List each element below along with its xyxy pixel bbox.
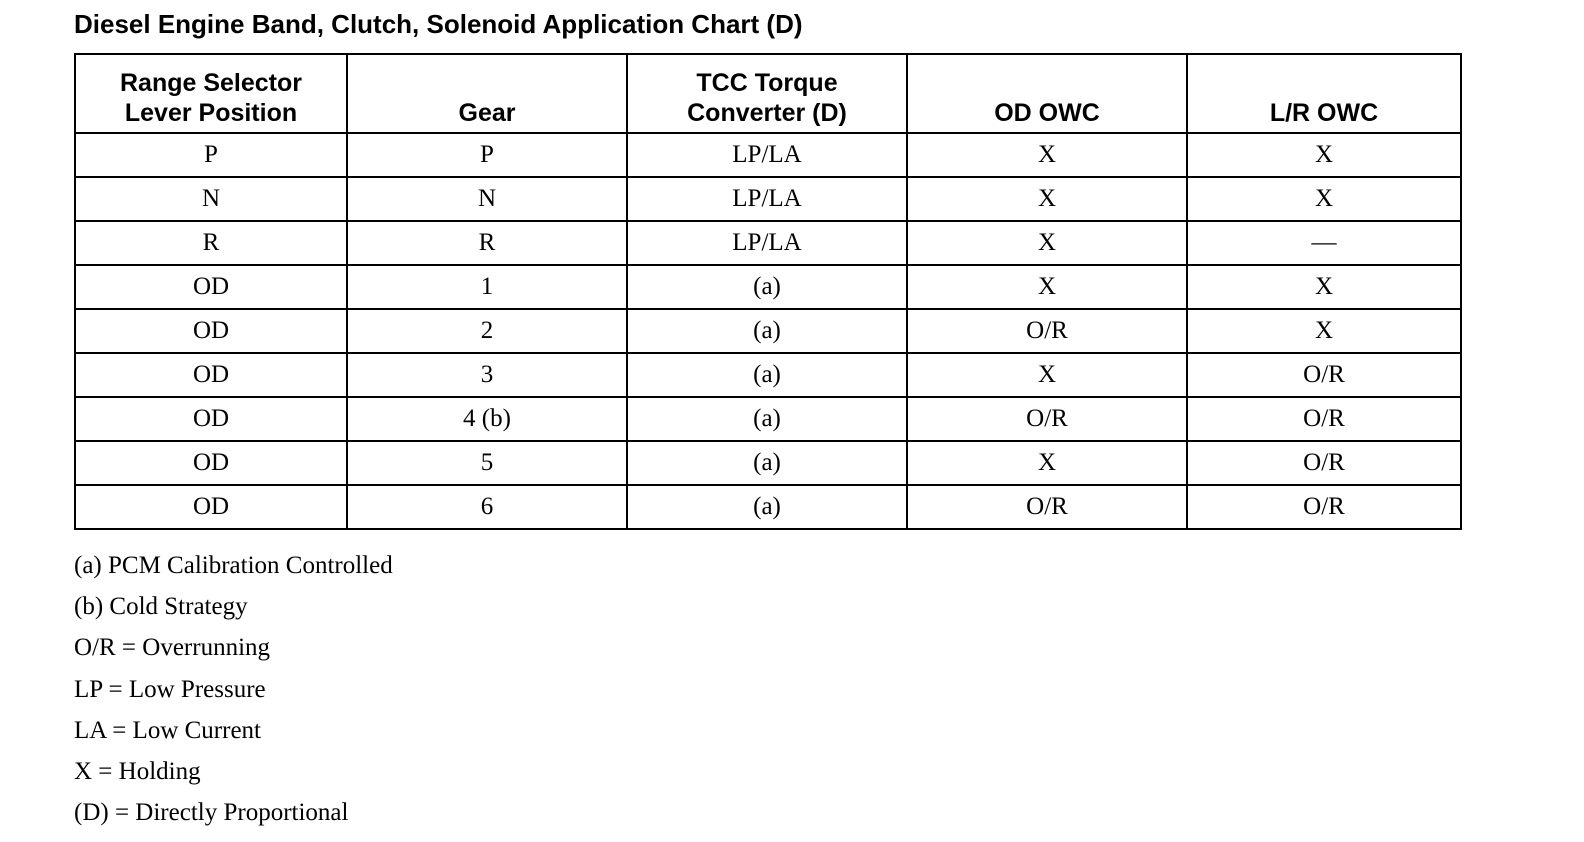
cell-range: OD bbox=[75, 309, 347, 353]
cell-tcc: (a) bbox=[627, 265, 907, 309]
table-row bbox=[75, 485, 1461, 529]
cell-gear: N bbox=[347, 177, 627, 221]
header-line: Converter (D) bbox=[687, 99, 847, 127]
table-row bbox=[75, 397, 1461, 441]
cell-gear: 4 (b) bbox=[347, 397, 627, 441]
cell-tcc: (a) bbox=[627, 353, 907, 397]
cell-tcc: LP/LA bbox=[627, 133, 907, 177]
table-row bbox=[75, 353, 1461, 397]
cell-lr-owc: O/R bbox=[1187, 353, 1461, 397]
note-low-current: LA = Low Current bbox=[74, 716, 261, 744]
note-low-pressure: LP = Low Pressure bbox=[74, 675, 266, 703]
note-cold-strategy: (b) Cold Strategy bbox=[74, 593, 248, 621]
cell-tcc: (a) bbox=[627, 309, 907, 353]
cell-od-owc: X bbox=[907, 177, 1187, 221]
cell-lr-owc: X bbox=[1187, 133, 1461, 177]
cell-range: P bbox=[75, 133, 347, 177]
cell-gear: 3 bbox=[347, 353, 627, 397]
cell-tcc: (a) bbox=[627, 441, 907, 485]
cell-od-owc: O/R bbox=[907, 397, 1187, 441]
cell-od-owc: X bbox=[907, 441, 1187, 485]
table-row bbox=[75, 177, 1461, 221]
table-row bbox=[75, 265, 1461, 309]
cell-lr-owc: X bbox=[1187, 309, 1461, 353]
cell-lr-owc: O/R bbox=[1187, 441, 1461, 485]
note-holding: X = Holding bbox=[74, 758, 201, 786]
cell-lr-owc: O/R bbox=[1187, 397, 1461, 441]
cell-tcc: LP/LA bbox=[627, 177, 907, 221]
cell-range: R bbox=[75, 221, 347, 265]
application-chart-table bbox=[74, 53, 1462, 530]
table-header-row bbox=[75, 54, 1461, 133]
cell-lr-owc: X bbox=[1187, 177, 1461, 221]
cell-od-owc: X bbox=[907, 265, 1187, 309]
cell-od-owc: O/R bbox=[907, 309, 1187, 353]
header-gear bbox=[347, 54, 627, 133]
cell-range: OD bbox=[75, 485, 347, 529]
cell-tcc: LP/LA bbox=[627, 221, 907, 265]
header-line: Gear bbox=[458, 99, 516, 127]
note-directly-proportional: (D) = Directly Proportional bbox=[74, 799, 349, 827]
header-lr-owc bbox=[1187, 54, 1461, 133]
cell-lr-owc: X bbox=[1187, 265, 1461, 309]
cell-range: OD bbox=[75, 441, 347, 485]
table-row bbox=[75, 133, 1461, 177]
header-od-owc bbox=[907, 54, 1187, 133]
cell-lr-owc: O/R bbox=[1187, 485, 1461, 529]
note-pcm-calibration: (a) PCM Calibration Controlled bbox=[74, 552, 393, 579]
cell-range: N bbox=[75, 177, 347, 221]
cell-od-owc: X bbox=[907, 221, 1187, 265]
cell-od-owc: X bbox=[907, 353, 1187, 397]
cell-range: OD bbox=[75, 353, 347, 397]
header-tcc-torque-converter bbox=[627, 54, 907, 133]
cell-gear: R bbox=[347, 221, 627, 265]
cell-gear: 6 bbox=[347, 485, 627, 529]
cell-gear: 1 bbox=[347, 265, 627, 309]
header-line: L/R OWC bbox=[1269, 99, 1379, 127]
header-line: OD OWC bbox=[994, 99, 1100, 127]
cell-gear: 2 bbox=[347, 309, 627, 353]
cell-od-owc: X bbox=[907, 133, 1187, 177]
cell-lr-owc: — bbox=[1187, 221, 1461, 265]
table-row bbox=[75, 221, 1461, 265]
cell-od-owc: O/R bbox=[907, 485, 1187, 529]
table-row bbox=[75, 441, 1461, 485]
header-line: Lever Position bbox=[124, 99, 298, 127]
table-row bbox=[75, 309, 1461, 353]
cell-range: OD bbox=[75, 397, 347, 441]
note-overrunning: O/R = Overrunning bbox=[74, 634, 271, 662]
cell-range: OD bbox=[75, 265, 347, 309]
header-range-selector bbox=[75, 54, 347, 133]
header-line: Range Selector bbox=[119, 69, 302, 97]
cell-tcc: (a) bbox=[627, 397, 907, 441]
cell-gear: 5 bbox=[347, 441, 627, 485]
cell-gear: P bbox=[347, 133, 627, 177]
cell-tcc: (a) bbox=[627, 485, 907, 529]
legend-notes bbox=[74, 545, 393, 833]
header-line: TCC Torque bbox=[696, 69, 838, 97]
page-title: Diesel Engine Band, Clutch, Solenoid Application Chart (D) bbox=[74, 9, 803, 39]
